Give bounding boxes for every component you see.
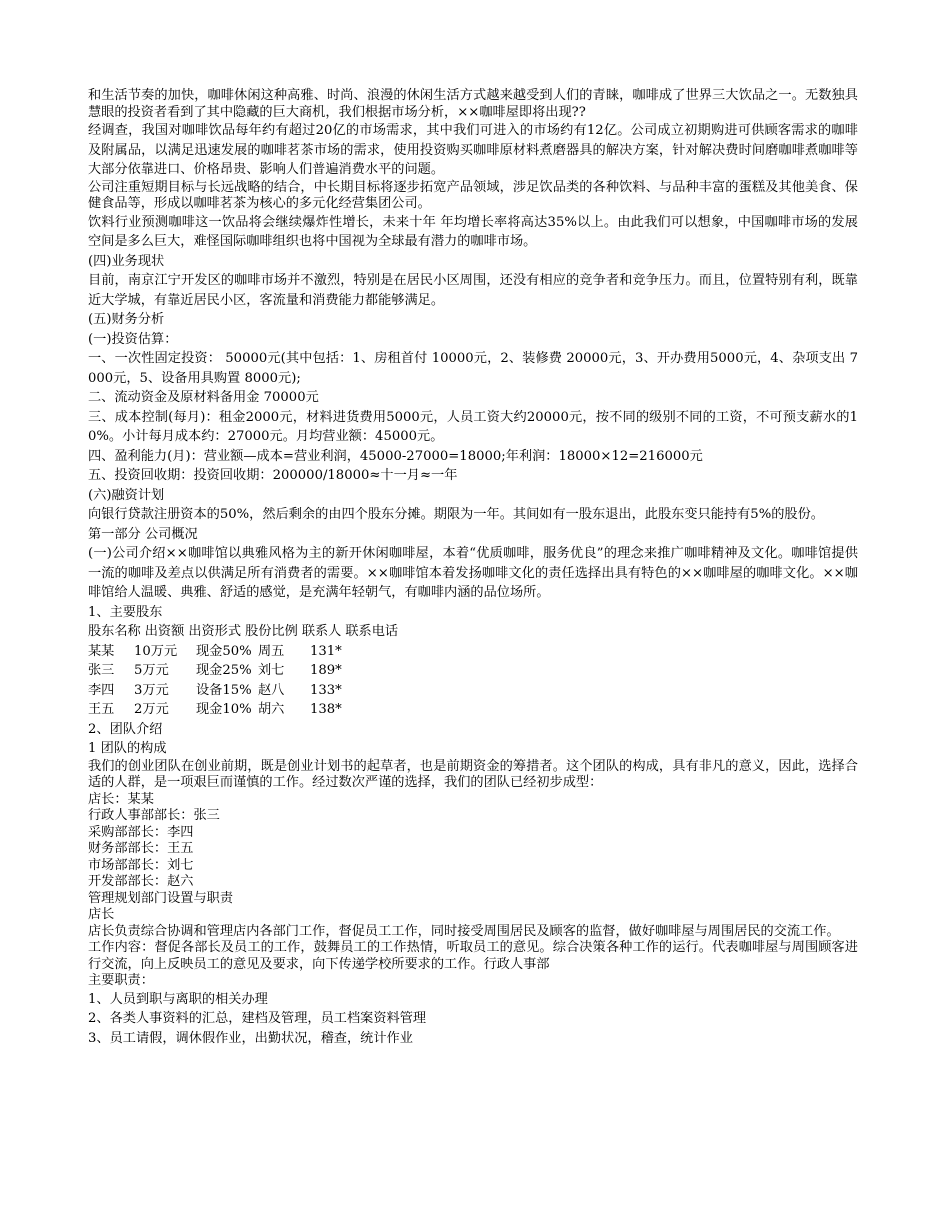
paragraph-p5: (四)业务现状 — [88, 253, 165, 269]
paragraph-q4: 店长：某某 — [88, 791, 154, 807]
paragraph-p10: 二、流动资金及原材料备用金 70000元 — [88, 390, 319, 405]
paragraph-q5: 行政人事部部长：张三 — [88, 808, 220, 823]
investment-form: 设备 — [196, 682, 223, 698]
shareholder-name: 张三 — [88, 663, 115, 678]
contact-phone: 133* — [310, 682, 342, 698]
paragraph-q14: 主要职责： — [88, 973, 154, 988]
paragraph-p7: (五)财务分析 — [88, 312, 165, 327]
paragraph-p13: 五、投资回收期：投资回收期：200000/18000≈十一月≈一年 — [88, 468, 458, 483]
investment-form-ratio — [196, 661, 258, 681]
header-cell: 联系电话 — [345, 624, 399, 639]
paragraph-p4: 饮料行业预测咖啡这一饮品将会继续爆炸性增长，未来十年 年均增长率将高达35%以上。由此我们可以想象，中国咖啡市场的发展空间是多么巨大，难怪国际咖啡组织也将中国视为全球最有潜力的咖啡市场。 — [88, 214, 858, 249]
paragraph-p8: (一)投资估算： — [88, 331, 178, 347]
investment-amount: 2万元 — [134, 702, 169, 717]
shareholder-name: 王五 — [88, 702, 115, 717]
table-row — [88, 661, 858, 681]
paragraph-q12: 店长负责综合协调和管理店内各部门工作，督促员工工作，同时接受周围居民及顾客的监督，做好咖啡屋与周围居民的交流工作。 — [88, 923, 840, 939]
header-cell: 股东名称 — [88, 624, 141, 639]
header-cell: 出资形式 — [188, 624, 242, 639]
paragraph-q6: 采购部部长：李四 — [88, 824, 194, 840]
paragraph-q8: 市场部部长：刘七 — [88, 857, 194, 873]
investment-form-ratio — [196, 700, 258, 720]
paragraph-q10: 管理规划部门设置与职责 — [88, 890, 234, 906]
contact-person: 赵八 — [258, 682, 285, 698]
investment-form-ratio — [196, 642, 258, 662]
paragraph-q1: 2、团队介绍 — [88, 721, 163, 737]
investment-form: 现金 — [196, 643, 223, 659]
contact-phone: 189* — [310, 663, 342, 678]
paragraph-p14: (六)融资计划 — [88, 487, 165, 503]
paragraph-p17: (一)公司介绍××咖啡馆以典雅风格为主的新开休闲咖啡屋，本着“优质咖啡，服务优良”的理念来推广咖啡精神及文化。咖啡馆提供一流的咖啡及差点以供满足所有消费者的需要。××咖啡馆本着发扬咖啡文化的责任选择出具有特色的××咖啡屋的咖啡文化。××咖啡馆给人温暖、典雅、舒适的感觉，是充满年轻朝气，有咖啡内涵的品位场所。 — [88, 546, 858, 600]
paragraph-p15: 向银行贷款注册资本的50%，然后剩余的由四个股东分摊。期限为一年。其间如有一股东退出，此股东变只能持有5%的股份。 — [88, 507, 824, 522]
contact-person: 胡六 — [258, 702, 285, 717]
share-ratio: 10% — [222, 702, 252, 717]
investment-amount: 3万元 — [134, 682, 169, 698]
header-cell: 联系人 — [301, 624, 342, 639]
paragraph-q2: 1 团队的构成 — [88, 741, 167, 756]
paragraph-p2: 经调查，我国对咖啡饮品每年约有超过20亿的市场需求，其中我们可进入的市场约有12亿。公司成立初期购进可供顾客需求的咖啡及附属品，以满足迅速发展的咖啡茗茶市场的需求，使用投资购买咖啡原材料煮磨器具的解决方案，针对解决费时间磨咖啡煮咖啡等大部分依靠进口、价格昂贵、影响人们普遍消费水平的问题。 — [88, 123, 858, 177]
paragraph-q9: 开发部部长：赵六 — [88, 874, 194, 889]
document-page — [88, 88, 858, 1048]
paragraph-q3: 我们的创业团队在创业前期，既是创业计划书的起草者，也是前期资金的筹措者。这个团队的构成，具有非凡的意义，因此，选择合适的人群，是一项艰巨而谨慎的工作。经过数次严谨的选择，我们的团队已经初步成型： — [88, 758, 858, 790]
share-ratio: 15% — [222, 682, 252, 698]
shareholders-table — [88, 622, 858, 720]
shareholder-name: 李四 — [88, 682, 115, 698]
paragraph-q16: 2、各类人事资料的汇总，建档及管理，员工档案资料管理 — [88, 1011, 427, 1026]
shareholder-name: 某某 — [88, 643, 115, 659]
paragraph-q7: 财务部部长：王五 — [88, 841, 194, 856]
paragraph-p1: 和生活节奏的加快，咖啡休闲这种高雅、时尚、浪漫的休闲生活方式越来越受到人们的青睐，咖啡成了世界三大饮品之一。无数独具慧眼的投资者看到了其中隐藏的巨大商机，我们根据市场分析，××咖啡屋即将出现?? — [88, 88, 858, 120]
investment-amount: 10万元 — [134, 643, 178, 659]
shareholders-header-row — [88, 622, 858, 642]
investment-form: 现金 — [196, 702, 223, 717]
paragraph-q11: 店长 — [88, 907, 115, 922]
contact-phone: 138* — [310, 702, 342, 717]
paragraph-q17: 3、员工请假，调休假作业，出勤状况，稽查，统计作业 — [88, 1030, 413, 1046]
investment-form: 现金 — [196, 663, 223, 678]
paragraph-p16: 第一部分 公司概况 — [88, 526, 198, 542]
table-row — [88, 681, 858, 701]
contact-phone: 131* — [310, 643, 342, 659]
header-cell: 股份比例 — [245, 624, 298, 639]
investment-amount: 5万元 — [134, 663, 169, 678]
paragraph-p9: 一、一次性固定投资： 50000元(其中包括：1、房租首付 10000元，2、装修费 20000元，3、开办费用5000元，4、杂项支出 7000元，5、设备用具购置 8000元); — [88, 351, 858, 386]
paragraph-q13: 工作内容：督促各部长及员工的工作，鼓舞员工的工作热情，听取员工的意见。综合决策各种工作的运行。代表咖啡屋与周围顾客进行交流，向上反映员工的意见及要求，向下传递学校所要求的工作。行政人事部 — [88, 940, 858, 972]
paragraph-p18: 1、主要股东 — [88, 604, 163, 620]
document-body-intro — [88, 88, 858, 622]
share-ratio: 50% — [222, 643, 252, 659]
share-ratio: 25% — [222, 663, 252, 678]
paragraph-p3: 公司注重短期目标与长远战略的结合，中长期目标将逐步拓宽产品领域，涉足饮品类的各种饮料、与品种丰富的蛋糕及其他美食、保健食品等，形成以咖啡茗茶为核心的多元化经营集团公司。 — [88, 179, 858, 211]
contact-person: 刘七 — [258, 663, 285, 678]
header-cell: 出资额 — [144, 624, 185, 639]
paragraph-p12: 四、盈利能力(月)：营业额—成本=营业利润，45000-27000=18000;年利润：18000×12=216000元 — [88, 448, 703, 464]
table-row — [88, 642, 858, 662]
paragraph-q15: 1、人员到职与离职的相关办理 — [88, 991, 268, 1007]
investment-form-ratio — [196, 681, 258, 701]
contact-person: 周五 — [258, 643, 285, 659]
document-body-team — [88, 720, 858, 1049]
table-row — [88, 700, 858, 720]
paragraph-p11: 三、成本控制(每月)：租金2000元，材料进货费用5000元，人员工资大约20000元，按不同的级别不同的工资，不可预支薪水的10%。小计每月成本约：27000元。月均营业额：45000元。 — [88, 409, 858, 444]
paragraph-p6: 目前，南京江宁开发区的咖啡市场并不激烈，特别是在居民小区周围，还没有相应的竞争者和竞争压力。而且，位置特别有利，既靠近大学城，有靠近居民小区，客流量和消费能力都能够满足。 — [88, 273, 858, 308]
